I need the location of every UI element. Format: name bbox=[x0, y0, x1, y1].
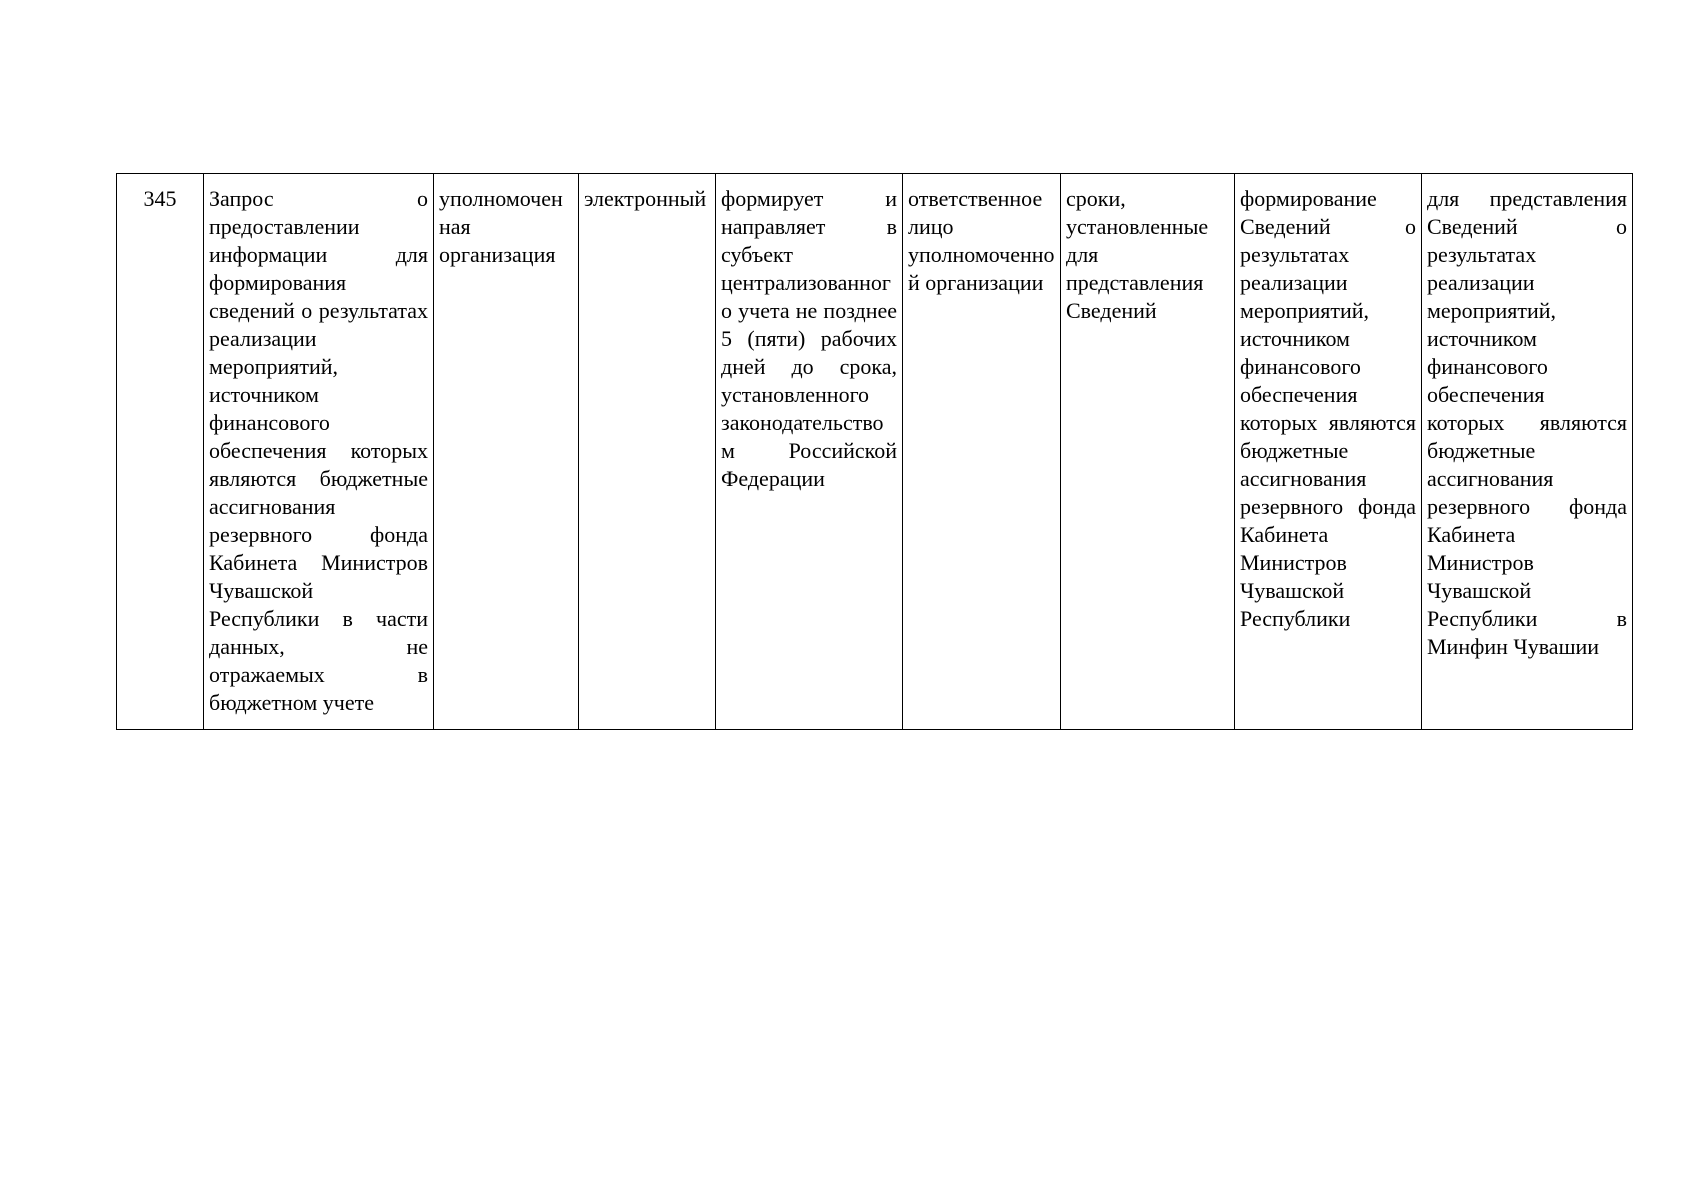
document-name-cell: Запрос о предоставлении информации для формирования сведений о результатах реализации мероприятий, источником финансового обеспечения которых являются бюджетные ассигнования резервного фонда Кабинета Министров Чувашской Республики в части данных, не отражаемых в бюджетном учете bbox=[204, 174, 434, 730]
form-cell: электронный bbox=[579, 174, 716, 730]
document-table bbox=[116, 173, 1633, 730]
recipient-cell: для представления Сведений о результатах реализации мероприятий, источником финансового обеспечения которых являются бюджетные ассигнования резервного фонда Кабинета Министров Чувашской Республики в Минфин Чувашии bbox=[1422, 174, 1633, 730]
responsible-org-cell: уполномоченная организация bbox=[434, 174, 579, 730]
deadline-cell: сроки, установленные для представления Сведений bbox=[1061, 174, 1235, 730]
responsible-person-cell: ответственное лицо уполномоченной организации bbox=[903, 174, 1061, 730]
row-number-cell: 345 bbox=[117, 174, 204, 730]
table-row bbox=[117, 174, 1633, 730]
purpose-cell: формирование Сведений о результатах реализации мероприятий, источником финансового обеспечения которых являются бюджетные ассигнования резервного фонда Кабинета Министров Чувашской Республики bbox=[1235, 174, 1422, 730]
procedure-cell: формирует и направляет в субъект централизованного учета не позднее 5 (пяти) рабочих дней до срока, установленного законодательством Российской Федерации bbox=[716, 174, 903, 730]
